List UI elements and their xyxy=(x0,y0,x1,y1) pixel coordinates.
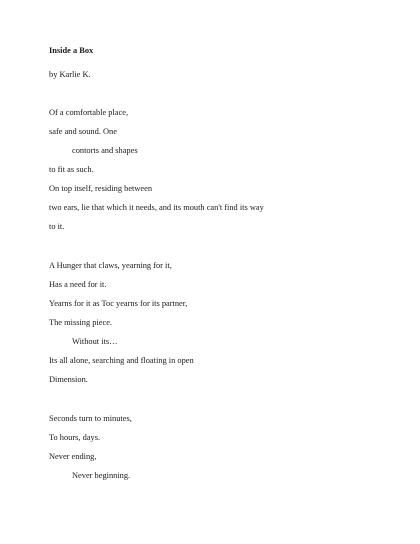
poem-line: contorts and shapes xyxy=(72,146,138,155)
poem-line: The missing piece. xyxy=(49,318,113,327)
poem-line: safe and sound. One xyxy=(49,127,117,136)
poem-line: Dimension. xyxy=(49,375,88,384)
poem-line: two ears, lie that which it needs, and its mouth can't find its way xyxy=(49,203,264,212)
poem-title: Inside a Box xyxy=(49,46,94,55)
poem-line: to fit as such. xyxy=(49,165,94,174)
poem-line: Seconds turn to minutes, xyxy=(49,414,132,423)
poem-line: Never beginning. xyxy=(72,471,131,480)
poem-line: to it. xyxy=(49,222,65,231)
poem-line: To hours, days. xyxy=(49,433,101,442)
poem-line: Yearns for it as Toc yearns for its partner, xyxy=(49,299,188,308)
poem-byline: by Karlie K. xyxy=(49,70,91,79)
poem-line: On top itself, residing between xyxy=(49,184,153,193)
poem-line: A Hunger that claws, yearning for it, xyxy=(49,261,172,270)
poem-line: Never ending, xyxy=(49,452,97,461)
poem-line: Its all alone, searching and floating in open xyxy=(49,356,194,365)
poem-line: Without its… xyxy=(72,337,118,346)
poem-line: Has a need for it. xyxy=(49,280,107,289)
poem-line: Of a comfortable place, xyxy=(49,108,129,117)
